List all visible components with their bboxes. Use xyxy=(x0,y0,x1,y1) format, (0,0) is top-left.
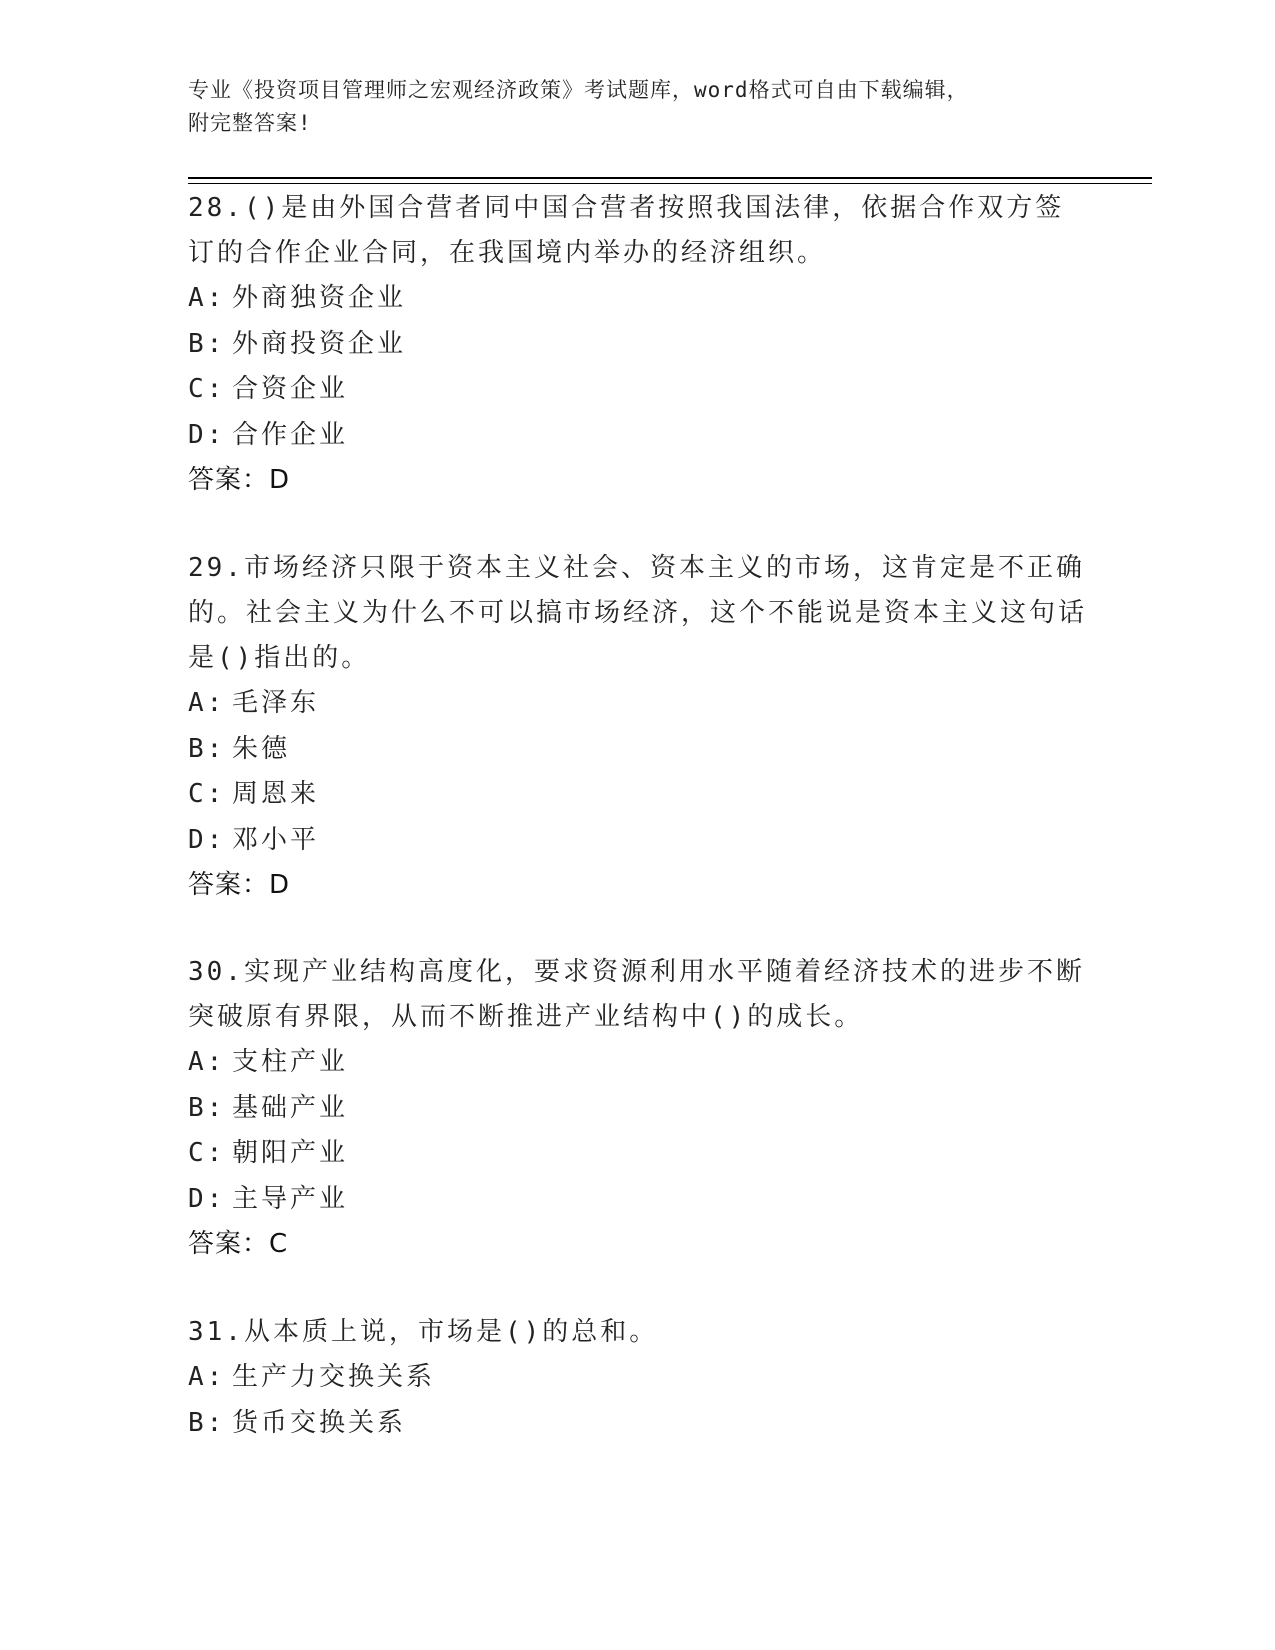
option-text: 合资企业 xyxy=(232,374,349,404)
option-a xyxy=(188,681,1088,727)
question-stem: 29.市场经济只限于资本主义社会、资本主义的市场，这肯定是不正确的。社会主义为什么不可以搞市场经济，这个不能说是资本主义这句话是()指出的。 xyxy=(188,553,1088,673)
question-stem: 30.实现产业结构高度化，要求资源利用水平随着经济技术的进步不断突破原有界限，从而不断推进产业结构中()的成长。 xyxy=(188,957,1085,1032)
option-text: 外商投资企业 xyxy=(232,328,407,359)
option-text: 周恩来 xyxy=(232,779,320,809)
option-d xyxy=(188,1177,1088,1223)
option-text: 邓小平 xyxy=(232,824,320,855)
option-letter: B: xyxy=(188,328,226,359)
option-letter: A: xyxy=(188,688,226,718)
option-text: 毛泽东 xyxy=(232,688,320,718)
answer: 答案：D xyxy=(188,870,291,900)
option-text: 生产力交换关系 xyxy=(232,1362,436,1392)
option-letter: D: xyxy=(188,1183,226,1214)
header-rule-thick xyxy=(188,177,1152,179)
option-a xyxy=(188,1040,1088,1086)
option-b xyxy=(188,1401,1088,1447)
option-text: 朝阳产业 xyxy=(232,1138,349,1168)
option-text: 主导产业 xyxy=(232,1183,349,1214)
option-b xyxy=(188,1086,1088,1132)
option-letter: C: xyxy=(188,374,226,404)
option-d xyxy=(188,818,1088,864)
header-line-2: 附完整答案! xyxy=(188,111,312,135)
option-letter: B: xyxy=(188,1092,226,1123)
option-letter: A: xyxy=(188,1047,226,1077)
option-d xyxy=(188,413,1088,459)
answer: 答案：C xyxy=(188,1229,289,1259)
option-c xyxy=(188,772,1088,818)
option-b xyxy=(188,322,1088,368)
question-28 xyxy=(188,186,1088,503)
header-rule-thin xyxy=(188,183,1152,184)
option-letter: D: xyxy=(188,419,226,450)
option-text: 合作企业 xyxy=(232,419,349,450)
option-text: 货币交换关系 xyxy=(232,1407,407,1438)
option-letter: C: xyxy=(188,1138,226,1168)
option-text: 支柱产业 xyxy=(232,1047,349,1077)
option-letter: B: xyxy=(188,733,226,764)
option-text: 外商独资企业 xyxy=(232,283,407,313)
option-letter: C: xyxy=(188,779,226,809)
header-line-1: 专业《投资项目管理师之宏观经济政策》考试题库，word格式可自由下载编辑， xyxy=(188,78,969,102)
option-a xyxy=(188,276,1088,322)
option-a xyxy=(188,1355,1088,1401)
question-stem: 28.()是由外国合营者同中国合营者按照我国法律，依据合作双方签订的合作企业合同，在我国境内举办的经济组织。 xyxy=(188,193,1065,268)
question-31 xyxy=(188,1310,1088,1446)
option-text: 朱德 xyxy=(232,733,291,764)
option-letter: A: xyxy=(188,1362,226,1392)
question-stem: 31.从本质上说，市场是()的总和。 xyxy=(188,1317,659,1347)
option-letter: A: xyxy=(188,283,226,313)
option-c xyxy=(188,367,1088,413)
option-letter: D: xyxy=(188,824,226,855)
option-text: 基础产业 xyxy=(232,1092,349,1123)
question-30 xyxy=(188,950,1088,1267)
option-b xyxy=(188,727,1088,773)
document-header xyxy=(188,74,1068,140)
question-29 xyxy=(188,546,1088,908)
answer: 答案：D xyxy=(188,465,291,495)
option-c xyxy=(188,1131,1088,1177)
option-letter: B: xyxy=(188,1407,226,1438)
